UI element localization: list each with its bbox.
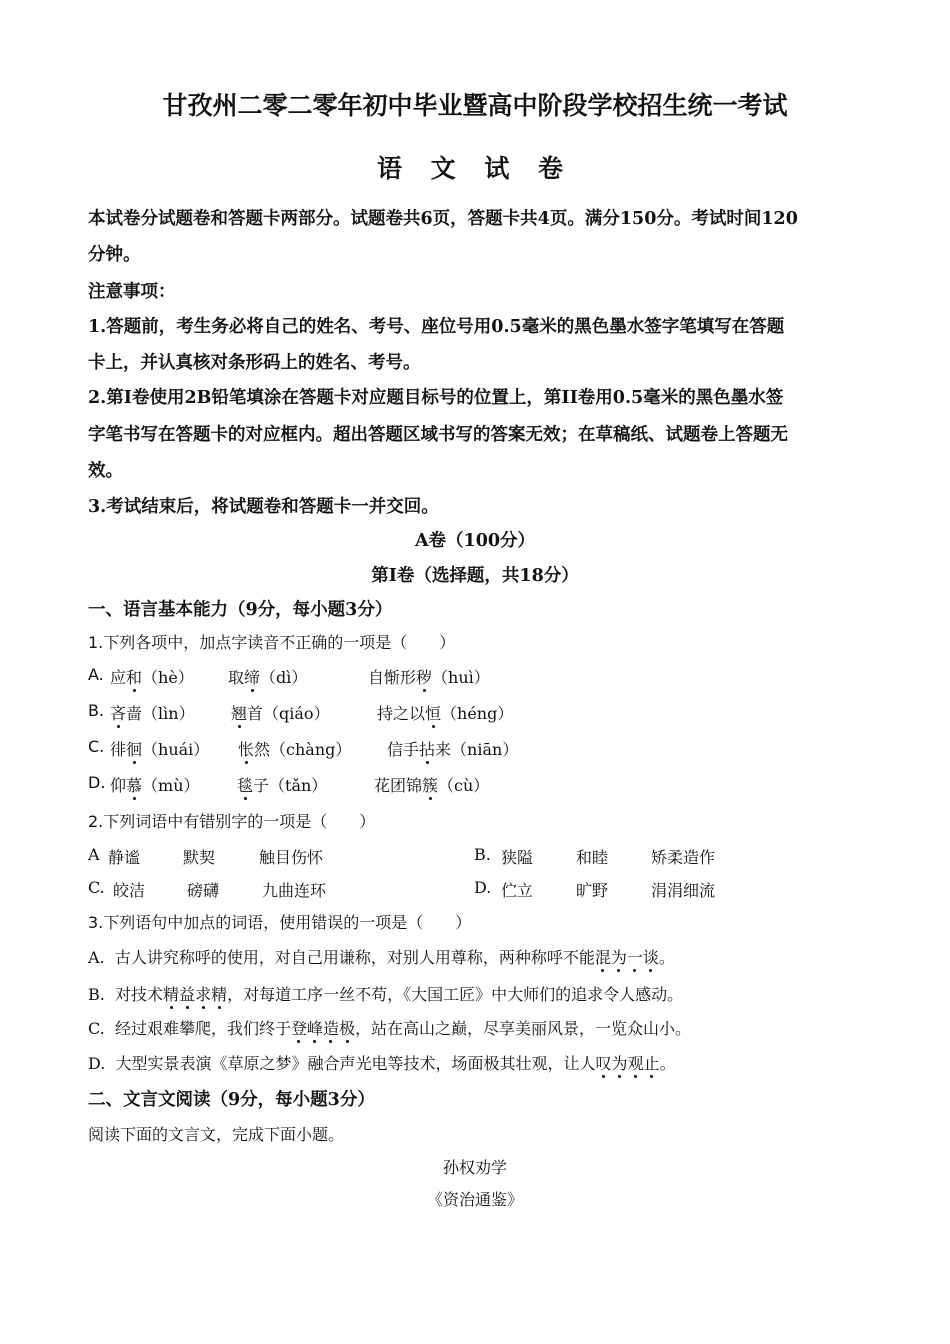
notice-2-line-1: 2.第I卷使用2B铅笔填涂在答题卡对应题目标号的位置上，第II卷用0.5毫米的黑色墨水签: [88, 388, 784, 408]
part-one-heading: 一、语言基本能力（9分，每小题3分）: [88, 600, 393, 620]
notice-title: 注意事项：: [88, 282, 176, 302]
q1-option-b-item-3: 持之以恒（héng）: [377, 701, 513, 724]
passage-title: 孙权劝学: [442, 1158, 507, 1177]
q2-option-c-word-1: 皎洁: [113, 881, 146, 900]
exam-title: 甘孜州二零二零年初中毕业暨高中阶段学校招生统一考试: [162, 91, 788, 120]
intro-line-2: 分钟。: [88, 245, 141, 265]
q1-option-c-item-3: 信手拈来（niān）: [387, 737, 518, 760]
q2-option-a-word-1: 静谧: [108, 848, 141, 867]
q2-option-d: D.: [474, 878, 492, 897]
q1-option-d-item-2: 毯子（tǎn）: [237, 773, 327, 796]
q2-option-b-word-1: 狭隘: [501, 848, 534, 867]
q1-option-c-item-2: 怅然（chàng）: [238, 737, 351, 760]
part-two-instruction: 阅读下面的文言文，完成下面小题。: [88, 1125, 345, 1144]
q3-option-c: C. 经过艰难攀爬，我们终于登峰造极，站在高山之巅，尽享美丽风景，一览众山小。: [88, 1016, 691, 1039]
q2-option-c: C.: [88, 878, 105, 897]
q3-option-a: A. 古人讲究称呼的使用，对自己用谦称，对别人用尊称，两种称呼不能混为一谈。: [88, 945, 675, 968]
notice-1-line-2: 卡上，并认真核对条形码上的姓名、考号。: [88, 353, 421, 373]
q2-option-c-word-3: 九曲连环: [262, 881, 327, 900]
q1-option-c-label: C.: [88, 737, 105, 756]
notice-2-line-3: 效。: [88, 461, 123, 481]
q1-option-d-label: D.: [88, 773, 106, 792]
notice-3: 3.考试结束后，将试题卷和答题卡一并交回。: [88, 497, 439, 517]
q2-option-d-word-2: 旷野: [576, 881, 609, 900]
q2-option-d-word-1: 伫立: [501, 881, 534, 900]
question-1-stem: 1.下列各项中，加点字读音不正确的一项是（ ）: [88, 633, 456, 652]
q3-option-b: B. 对技术精益求精，对每道工序一丝不苟，《大国工匠》中大师们的追求令人感动。: [88, 982, 683, 1005]
part-1-title: 第I卷（选择题，共18分）: [371, 566, 579, 586]
passage-source: 《资治通鉴》: [426, 1190, 523, 1209]
q3-option-c-dotted-phrase: 登峰造极: [291, 1019, 355, 1038]
q1-option-a-item-1: 应和（hè）: [110, 665, 194, 688]
q1-option-b-item-2: 翘首（qiáo）: [231, 701, 330, 724]
q2-option-c-word-2: 磅礴: [187, 881, 220, 900]
question-2-number: 2.: [88, 812, 104, 831]
q2-option-a-word-3: 触目伤怀: [259, 848, 324, 867]
q1-option-c-item-1: 徘徊（huái）: [110, 737, 209, 760]
q1-option-a-item-2: 取缔（dì）: [228, 665, 307, 688]
question-3-number: 3.: [88, 913, 104, 932]
q1-option-b-item-1: 吝啬（lìn）: [110, 701, 195, 724]
q3-option-b-dotted-phrase: 精益求精: [163, 985, 227, 1004]
q3-option-d-dotted-phrase: 叹为观止: [596, 1054, 660, 1073]
part-two-heading: 二、文言文阅读（9分，每小题3分）: [88, 1090, 375, 1110]
q1-option-d-item-1: 仰慕（mù）: [110, 773, 200, 796]
q1-option-d-item-3: 花团锦簇（cù）: [374, 773, 489, 796]
section-a-title: A卷（100分）: [414, 531, 536, 551]
q2-option-b: B.: [474, 845, 491, 864]
question-2-stem: 2.下列词语中有错别字的一项是（ ）: [88, 812, 376, 831]
q1-option-a-item-3: 自惭形秽（huì）: [368, 665, 490, 688]
question-1-number: 1.: [88, 633, 104, 652]
question-3-stem: 3.下列语句中加点的词语，使用错误的一项是（ ）: [88, 913, 472, 932]
q2-option-a: A: [88, 845, 100, 864]
q1-option-a-label: A.: [88, 665, 104, 684]
intro-line-1: 本试卷分试题卷和答题卡两部分。试题卷共6页，答题卡共4页。满分150分。考试时间120: [88, 209, 798, 229]
q3-option-d: D. 大型实景表演《草原之梦》融合声光电等技术，场面极其壮观，让人叹为观止。: [88, 1051, 676, 1074]
q3-option-a-dotted-phrase: 混为一谈: [595, 948, 659, 967]
q2-option-b-word-3: 矫柔造作: [651, 848, 716, 867]
q2-option-b-word-2: 和睦: [576, 848, 609, 867]
notice-2-line-2: 字笔书写在答题卡的对应框内。超出答题区域书写的答案无效；在草稿纸、试题卷上答题无: [88, 425, 788, 445]
q2-option-a-word-2: 默契: [183, 848, 216, 867]
notice-1-line-1: 1.答题前，考生务必将自己的姓名、考号、座位号用0.5毫米的黑色墨水签字笔填写在答题: [88, 317, 785, 337]
q2-option-d-word-3: 涓涓细流: [651, 881, 716, 900]
q1-option-b-label: B.: [88, 701, 105, 720]
exam-subject-title: 语 文 试 卷: [376, 154, 574, 183]
